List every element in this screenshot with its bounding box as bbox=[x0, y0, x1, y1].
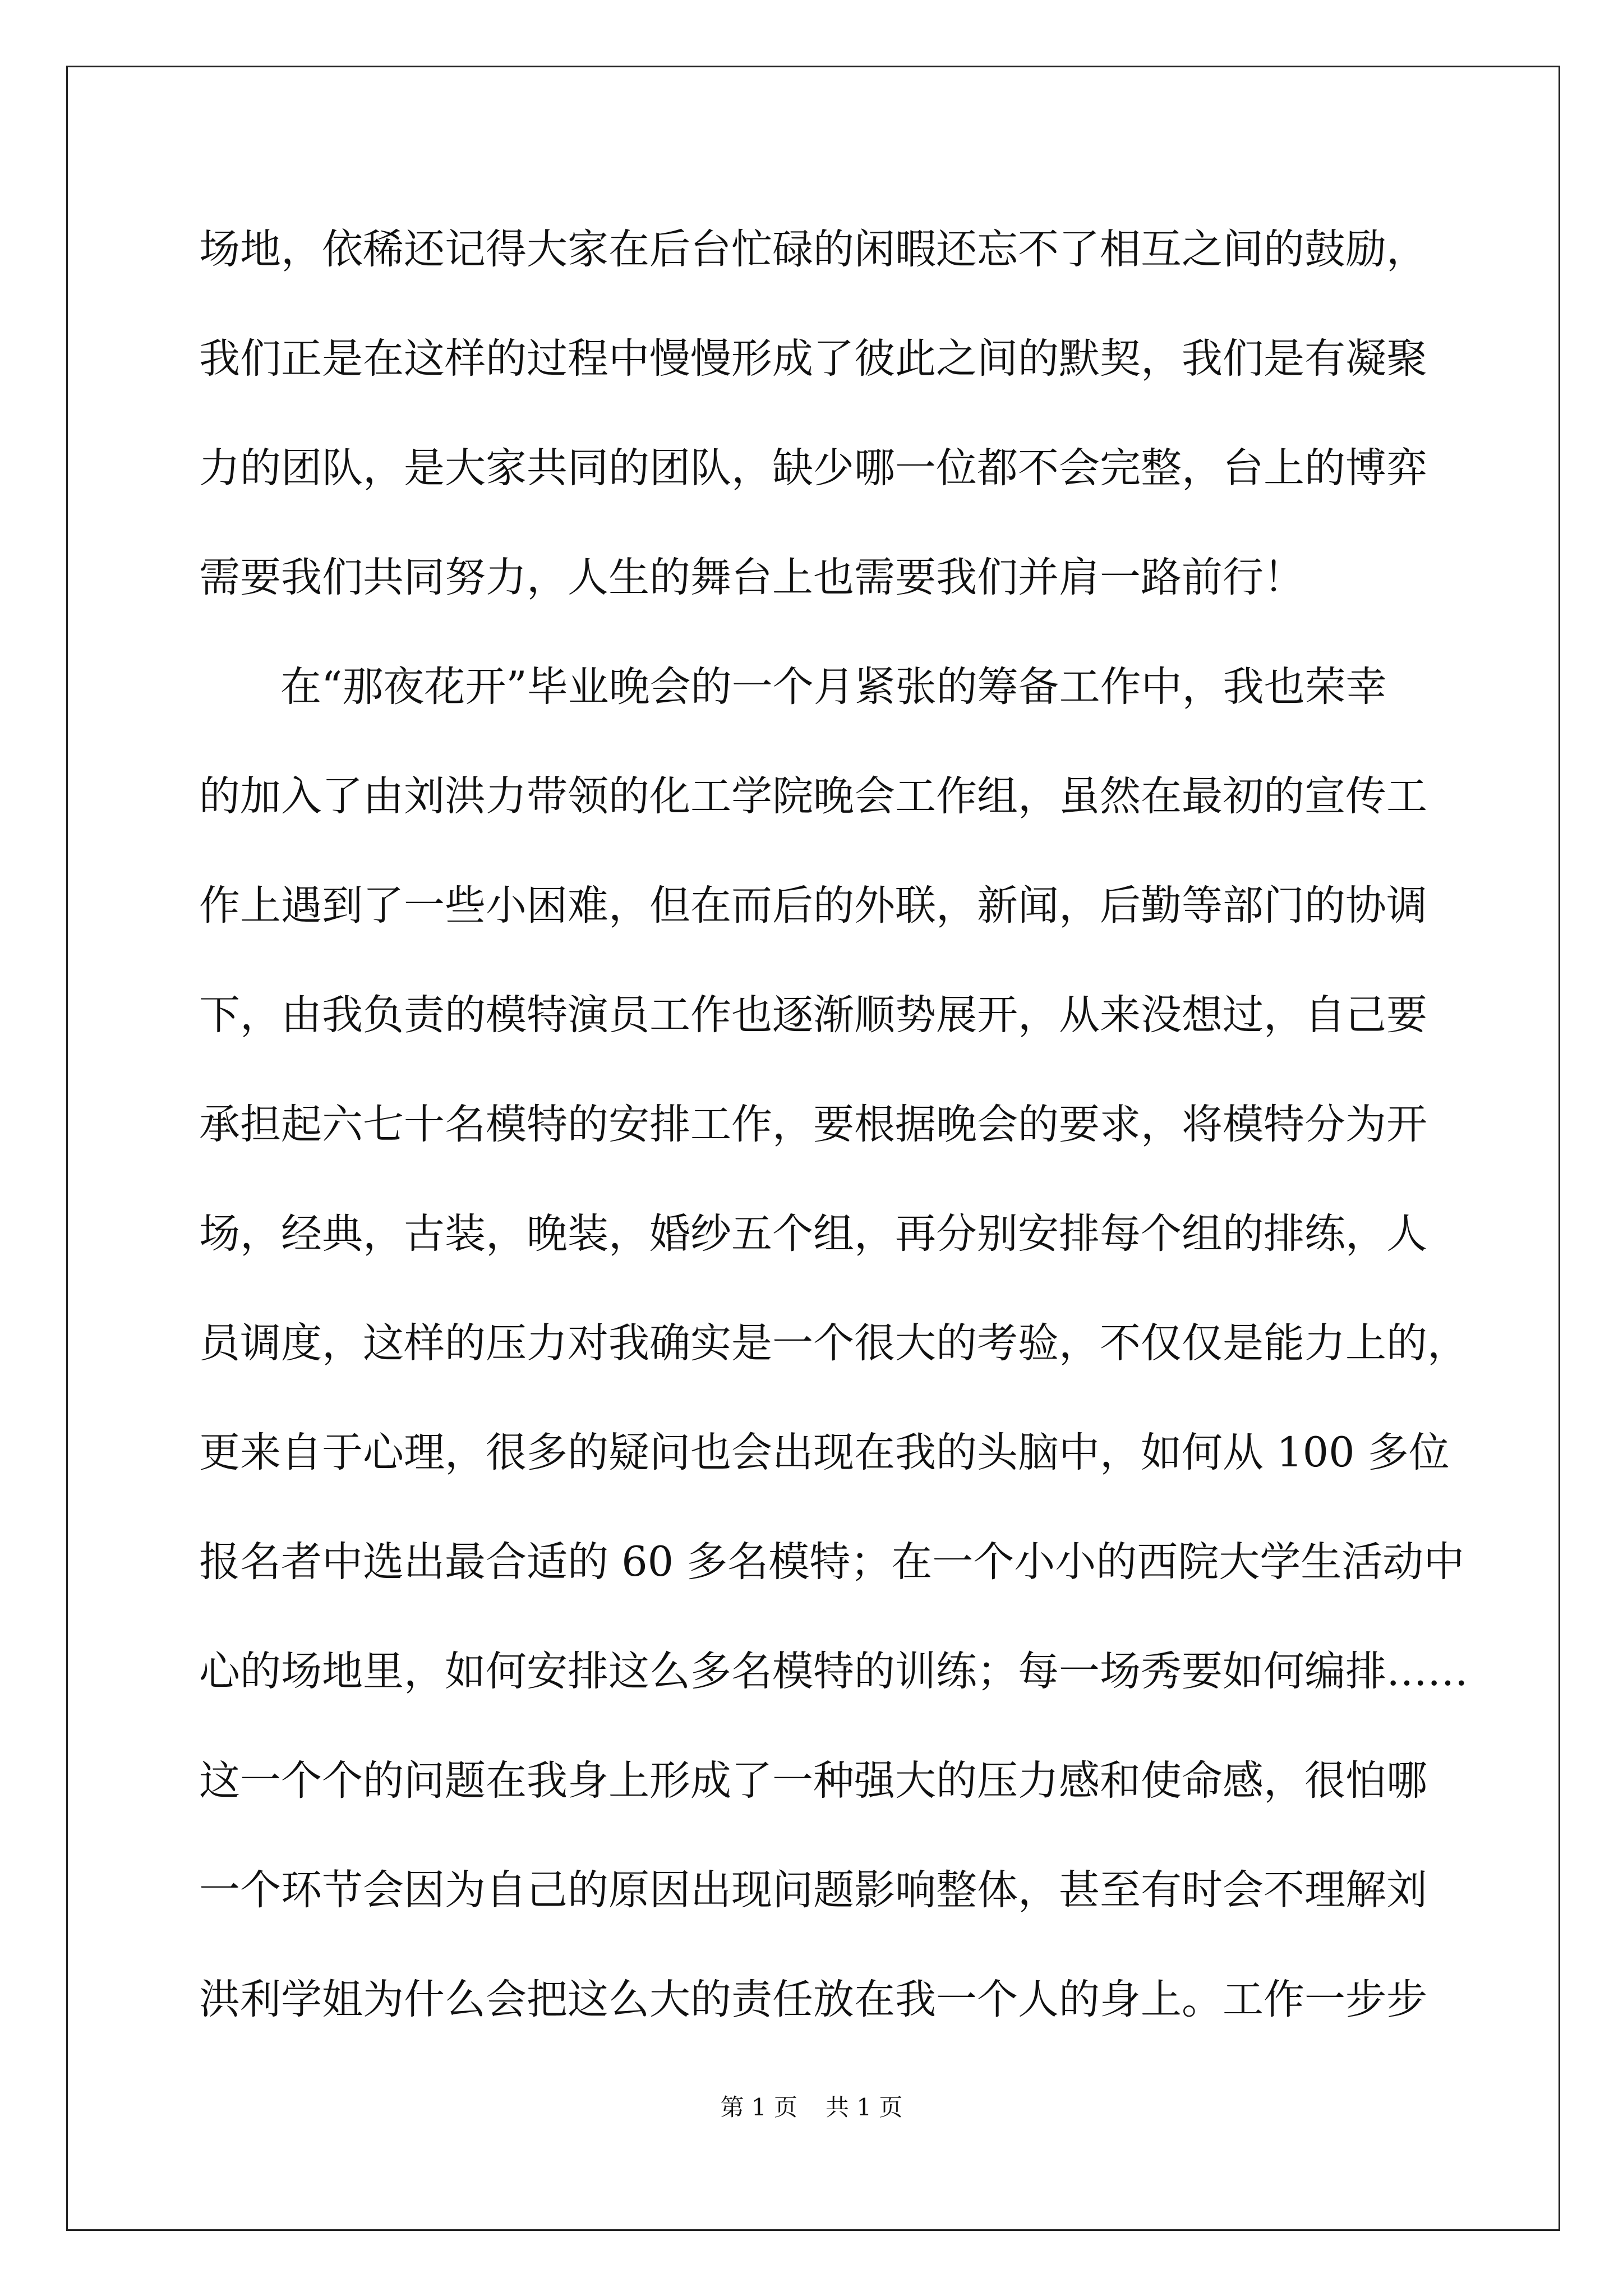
text-line-10: 场，经典，古装，晚装，婚纱五个组，再分别安排每个组的排练，人 bbox=[199, 1210, 1427, 1258]
text-line-15: 这一个个的问题在我身上形成了一种强大的压力感和使命感，很怕哪 bbox=[199, 1757, 1427, 1805]
text-line-2: 我们正是在这样的过程中慢慢形成了彼此之间的默契，我们是有凝聚 bbox=[199, 335, 1427, 383]
text-line-14: 心的场地里，如何安排这么多名模特的训练；每一场秀要如何编排…… bbox=[199, 1648, 1468, 1695]
text-line-11: 员调度，这样的压力对我确实是一个很大的考验，不仅仅是能力上的， bbox=[199, 1319, 1468, 1367]
text-line-12: 更来自于心理，很多的疑问也会出现在我的头脑中，如何从 100 多位 bbox=[199, 1429, 1450, 1476]
text-line-8: 下，由我负责的模特演员工作也逐渐顺势展开，从来没想过，自己要 bbox=[199, 991, 1427, 1039]
text-line-16: 一个环节会因为自己的原因出现问题影响整体，甚至有时会不理解刘 bbox=[199, 1866, 1427, 1914]
text-line-7: 作上遇到了一些小困难，但在而后的外联，新闻，后勤等部门的协调 bbox=[199, 882, 1427, 930]
text-line-3: 力的团队，是大家共同的团队，缺少哪一位都不会完整，台上的博弈 bbox=[199, 444, 1427, 492]
text-line-13: 报名者中选出最合适的 60 多名模特；在一个小小的西院大学生活动中 bbox=[199, 1538, 1465, 1586]
text-line-6: 的加入了由刘洪力带领的化工学院晚会工作组，虽然在最初的宣传工 bbox=[199, 772, 1427, 820]
page-footer bbox=[0, 2089, 1623, 2123]
page-number: 第 1 页 bbox=[720, 2093, 797, 2121]
text-line-9: 承担起六七十名模特的安排工作，要根据晚会的要求，将模特分为开 bbox=[199, 1101, 1427, 1148]
page-total: 共 1 页 bbox=[826, 2093, 903, 2121]
text-line-4: 需要我们共同努力，人生的舞台上也需要我们并肩一路前行！ bbox=[199, 554, 1304, 601]
text-line-5: 在“那夜花开”毕业晚会的一个月紧张的筹备工作中，我也荣幸 bbox=[280, 663, 1387, 711]
text-line-1: 场地，依稀还记得大家在后台忙碌的闲暇还忘不了相互之间的鼓励， bbox=[199, 226, 1427, 273]
text-line-17: 洪利学姐为什么会把这么大的责任放在我一个人的身上。工作一步步 bbox=[199, 1976, 1427, 2023]
